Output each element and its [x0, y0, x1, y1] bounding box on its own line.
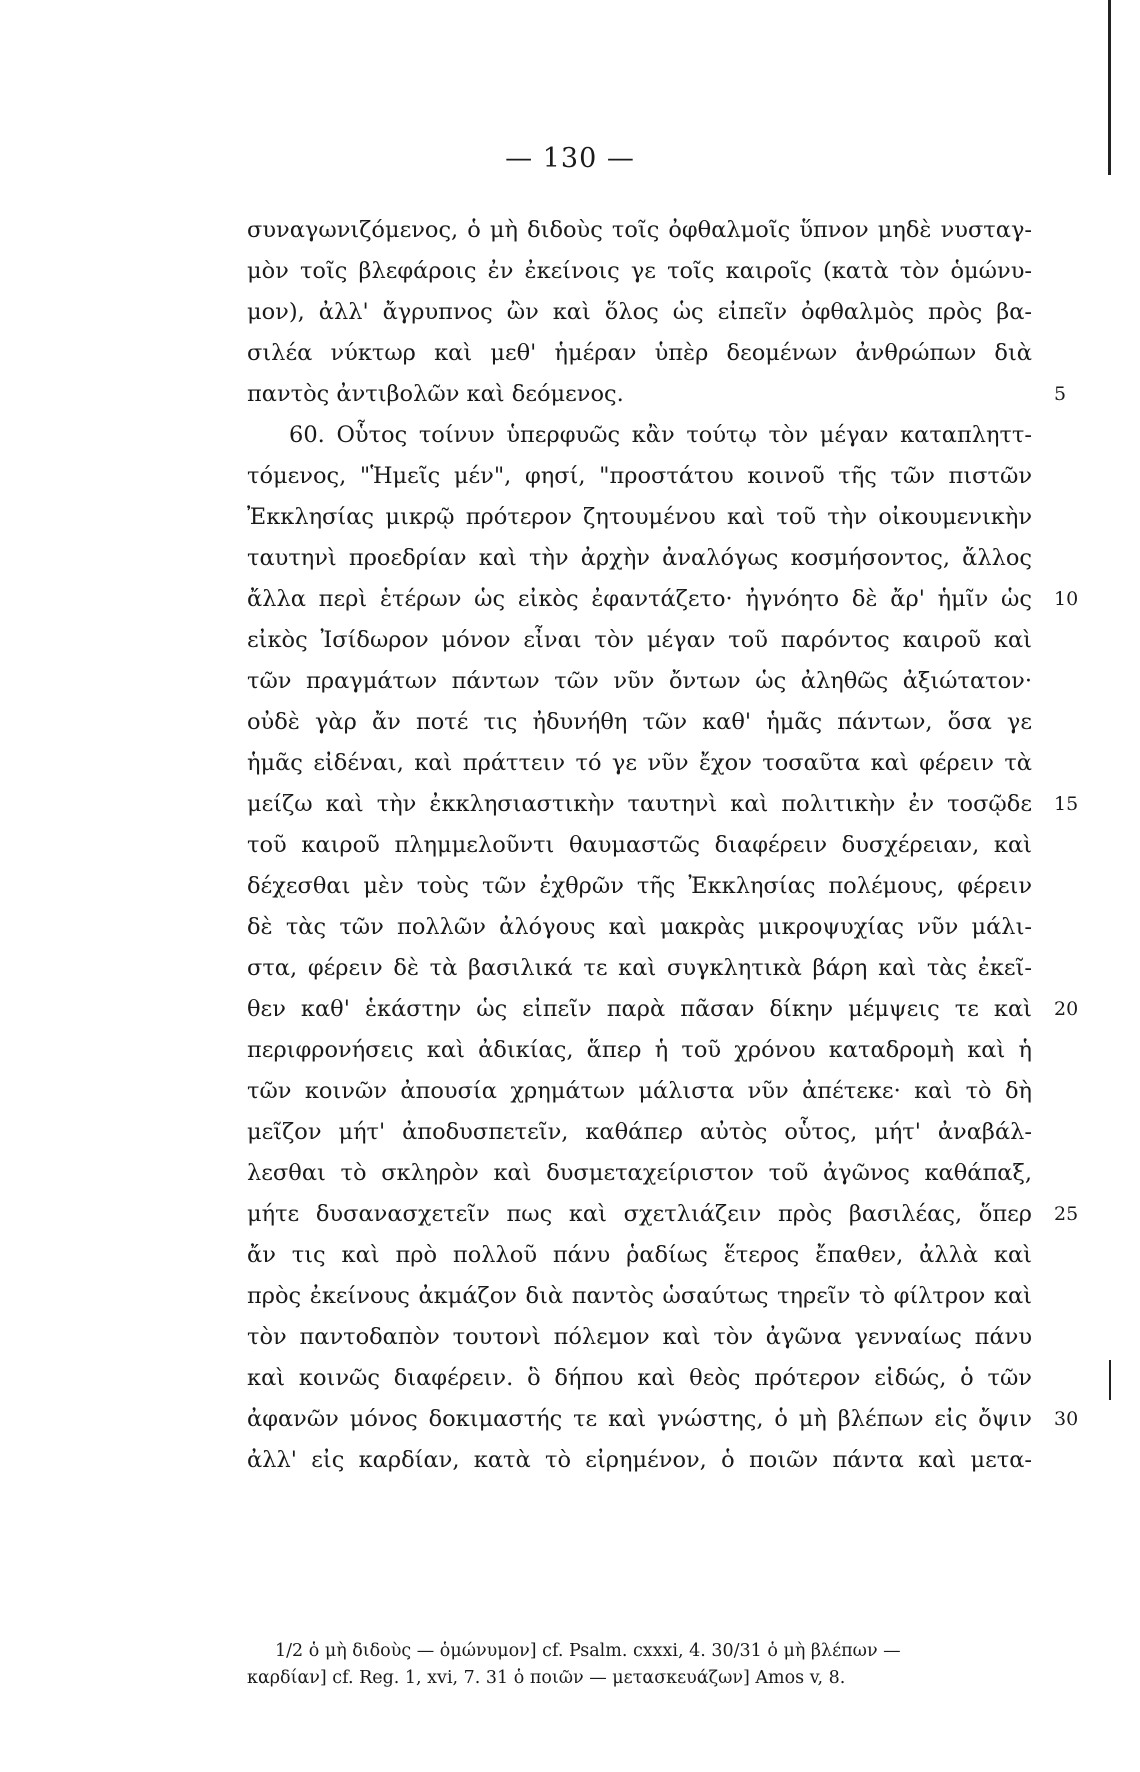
scan-edge-mark: [1108, 0, 1111, 175]
line-number: 15: [1054, 793, 1079, 815]
text-line: ἄν τις καὶ πρὸ πολλοῦ πάνυ ῥαδίως ἕτερος ἔπαθεν, ἀλλὰ καὶ: [247, 1242, 1032, 1268]
text-line: στα, φέρειν δὲ τὰ βασιλικά τε καὶ συγκλητικὰ βάρη καὶ τὰς ἐκεῖ-: [247, 955, 1032, 981]
text-line: παντὸς ἀντιβολῶν καὶ δεόμενος. 5: [247, 374, 1032, 415]
text-line: θεν καθ' ἑκάστην ὡς εἰπεῖν παρὰ πᾶσαν δίκην μέμψεις τε καὶ 20: [247, 989, 1032, 1030]
line-number: 20: [1054, 998, 1079, 1020]
footnote-line: 1/2 ὁ μὴ διδοὺς — ὁμώνυμον] cf. Psalm. cxxxi, 4. 30/31 ὁ μὴ βλέπων —: [275, 1641, 901, 1661]
text-line: εἰκὸς Ἰσίδωρον μόνον εἶναι τὸν μέγαν τοῦ παρόντος καιροῦ καὶ: [247, 627, 1032, 653]
text-line: μείζω καὶ τὴν ἐκκλησιαστικὴν ταυτηνὶ καὶ πολιτικὴν ἐν τοσῷδε 15: [247, 784, 1032, 825]
text-line: καὶ κοινῶς διαφέρειν. ὃ δήπου καὶ θεὸς πρότερον εἰδώς, ὁ τῶν: [247, 1365, 1032, 1391]
line-number: 25: [1054, 1203, 1079, 1225]
main-text: [247, 210, 1079, 1481]
text-line: μεῖζον μήτ' ἀποδυσπετεῖν, καθάπερ αὐτὸς οὗτος, μήτ' ἀναβάλ-: [247, 1119, 1032, 1145]
text-line: ταυτηνὶ προεδρίαν καὶ τὴν ἀρχὴν ἀναλόγως κοσμήσοντος, ἄλλος: [247, 545, 1032, 571]
text-line: ἀφανῶν μόνος δοκιμαστής τε καὶ γνώστης, ὁ μὴ βλέπων εἰς ὄψιν 30: [247, 1399, 1032, 1440]
text-line: περιφρονήσεις καὶ ἀδικίας, ἅπερ ἡ τοῦ χρόνου καταδρομὴ καὶ ἡ: [247, 1037, 1032, 1063]
scan-edge-mark: [1109, 1360, 1111, 1400]
text-line: 60. Οὗτος τοίνυν ὑπερφυῶς κἂν τούτῳ τὸν μέγαν καταπληττ-: [289, 422, 1032, 448]
line-number: 5: [1054, 383, 1067, 405]
text-line: ἄλλα περὶ ἑτέρων ὡς εἰκὸς ἐφαντάζετο· ἠγνόητο δὲ ἄρ' ἡμῖν ὡς 10: [247, 579, 1032, 620]
text-line: τῶν πραγμάτων πάντων τῶν νῦν ὄντων ὡς ἀληθῶς ἀξιώτατον·: [247, 668, 1032, 694]
text-line: ἡμᾶς εἰδέναι, καὶ πράττειν τό γε νῦν ἔχον τοσαῦτα καὶ φέρειν τὰ: [247, 750, 1032, 776]
text-line: μήτε δυσανασχετεῖν πως καὶ σχετλιάζειν πρὸς βασιλέας, ὅπερ 25: [247, 1194, 1032, 1235]
text-line: λεσθαι τὸ σκληρὸν καὶ δυσμεταχείριστον τοῦ ἀγῶνος καθάπαξ,: [247, 1160, 1032, 1186]
text-line: μον), ἀλλ' ἄγρυπνος ὢν καὶ ὅλος ὡς εἰπεῖν ὀφθαλμὸς πρὸς βα-: [247, 299, 1032, 325]
text-line: τὸν παντοδαπὸν τουτονὶ πόλεμον καὶ τὸν ἀγῶνα γενναίως πάνυ: [247, 1324, 1032, 1350]
footnote-line: καρδίαν] cf. Reg. 1, xvi, 7. 31 ὁ ποιῶν — μετασκευάζων] Amos v, 8.: [247, 1668, 846, 1688]
text-line: τόμενος, "Ἡμεῖς μέν", φησί, "προστάτου κοινοῦ τῆς τῶν πιστῶν: [247, 463, 1032, 489]
text-line: δέχεσθαι μὲν τοὺς τῶν ἐχθρῶν τῆς Ἐκκλησίας πολέμους, φέρειν: [247, 873, 1032, 899]
text-line: ἀλλ' εἰς καρδίαν, κατὰ τὸ εἰρημένον, ὁ ποιῶν πάντα καὶ μετα-: [247, 1447, 1032, 1473]
text-line: οὐδὲ γὰρ ἄν ποτέ τις ἠδυνήθη τῶν καθ' ἡμᾶς πάντων, ὅσα γε: [247, 709, 1032, 735]
text-line: μὸν τοῖς βλεφάροις ἐν ἐκείνοις γε τοῖς καιροῖς (κατὰ τὸν ὁμώνυ-: [247, 258, 1032, 284]
text-line: τῶν κοινῶν ἀπουσία χρημάτων μάλιστα νῦν ἀπέτεκε· καὶ τὸ δὴ: [247, 1078, 1032, 1104]
text-line: Ἐκκλησίας μικρῷ πρότερον ζητουμένου καὶ τοῦ τὴν οἰκουμενικὴν: [247, 504, 1032, 530]
page-number: — 130 —: [505, 143, 635, 174]
line-number: 10: [1054, 588, 1079, 610]
text-line: τοῦ καιροῦ πλημμελοῦντι θαυμαστῶς διαφέρειν δυσχέρειαν, καὶ: [247, 832, 1032, 858]
text-line: σιλέα νύκτωρ καὶ μεθ' ἡμέραν ὑπὲρ δεομένων ἀνθρώπων διὰ: [247, 340, 1032, 366]
text-line: πρὸς ἐκείνους ἀκμάζον διὰ παντὸς ὡσαύτως τηρεῖν τὸ φίλτρον καὶ: [247, 1283, 1032, 1309]
line-number: 30: [1054, 1408, 1079, 1430]
footnotes: [247, 1638, 1047, 1692]
text-line: δὲ τὰς τῶν πολλῶν ἀλόγους καὶ μακρὰς μικροψυχίας νῦν μάλι-: [247, 914, 1032, 940]
text-line: συναγωνιζόμενος, ὁ μὴ διδοὺς τοῖς ὀφθαλμοῖς ὕπνον μηδὲ νυσταγ-: [247, 217, 1032, 243]
